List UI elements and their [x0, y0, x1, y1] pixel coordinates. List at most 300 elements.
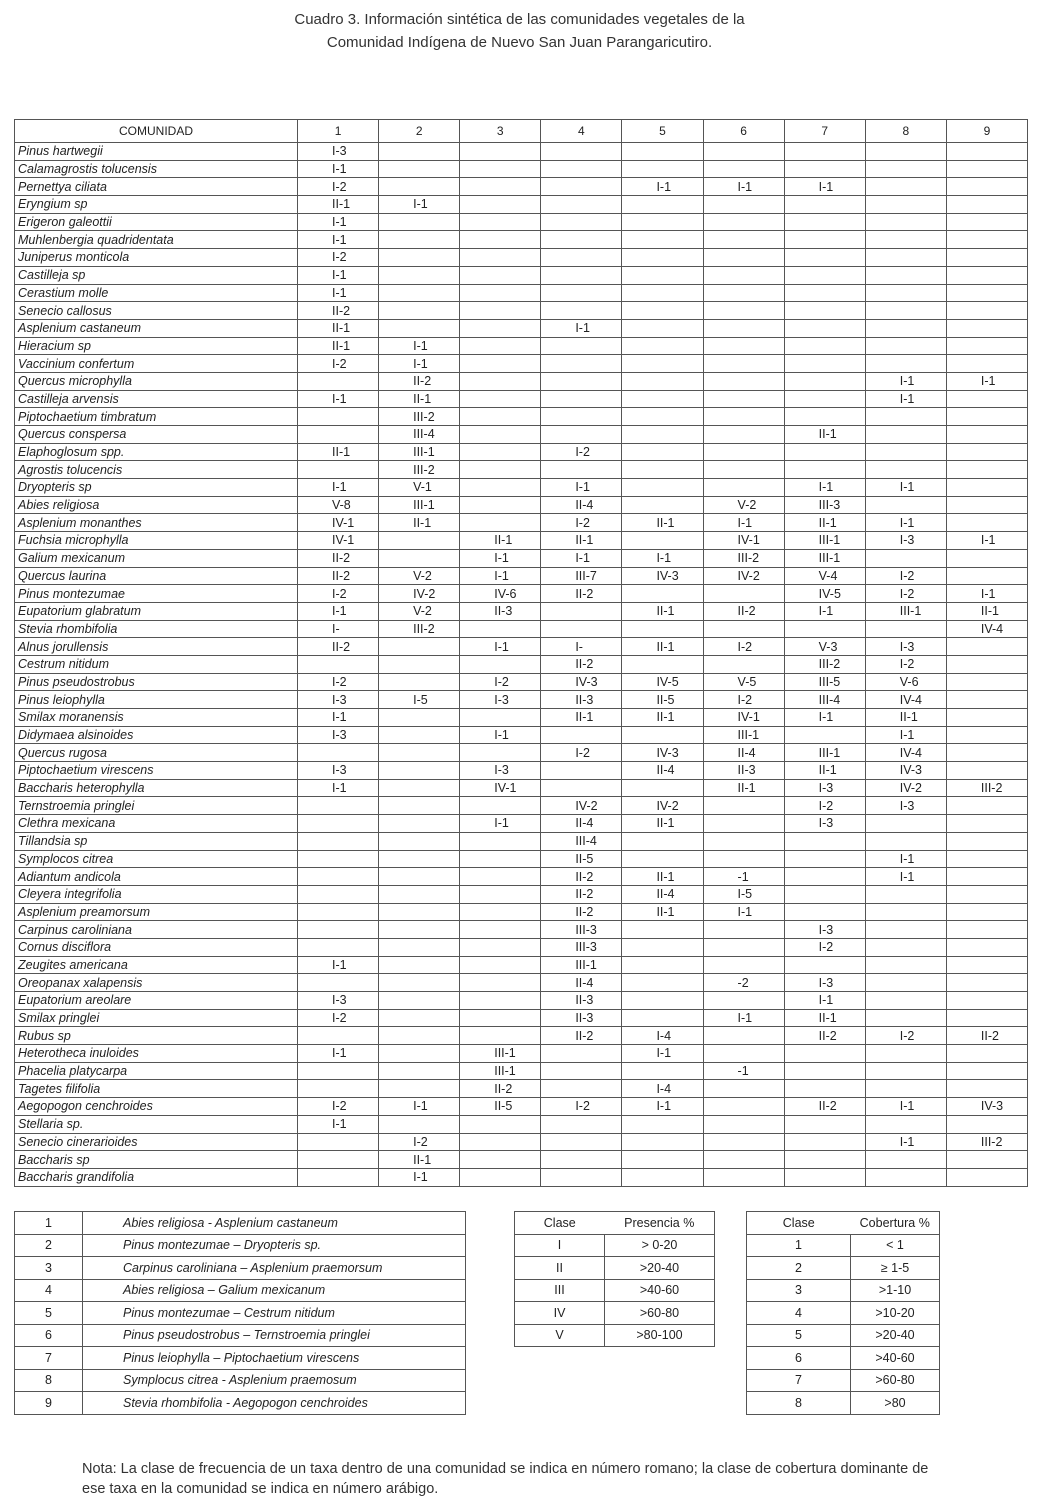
- class-value-cell: II-2: [298, 549, 379, 567]
- species-name-cell: Fuchsia microphylla: [15, 532, 298, 550]
- class-value-cell: V-1: [379, 479, 460, 497]
- species-name-cell: Adiantum andicola: [15, 868, 298, 886]
- class-value-cell: III-2: [379, 620, 460, 638]
- species-name-cell: Zeugites americana: [15, 956, 298, 974]
- class-value-cell: III-2: [946, 779, 1027, 797]
- class-value-cell: [298, 974, 379, 992]
- class-value-cell: [784, 319, 865, 337]
- class-value-cell: [865, 1009, 946, 1027]
- class-value-cell: I-1: [298, 231, 379, 249]
- class-value-cell: I-1: [298, 602, 379, 620]
- class-value-cell: [946, 549, 1027, 567]
- species-name-cell: Quercus laurina: [15, 567, 298, 585]
- class-value-cell: [379, 1027, 460, 1045]
- class-value-cell: [946, 567, 1027, 585]
- class-value-cell: [379, 143, 460, 161]
- class-value-cell: I-3: [784, 779, 865, 797]
- class-value-cell: [622, 1168, 703, 1186]
- table-row: [15, 567, 1028, 585]
- class-value-cell: [622, 974, 703, 992]
- class-value-cell: [460, 284, 541, 302]
- class-value-cell: II-1: [298, 443, 379, 461]
- class-value-cell: I-3: [865, 532, 946, 550]
- class-value-cell: [946, 832, 1027, 850]
- class-value-cell: [622, 426, 703, 444]
- class-value-cell: II-3: [541, 992, 622, 1010]
- class-value-cell: [865, 956, 946, 974]
- presence-class: III: [515, 1279, 605, 1302]
- class-value-cell: [784, 143, 865, 161]
- class-value-cell: [379, 178, 460, 196]
- class-value-cell: [460, 266, 541, 284]
- class-value-cell: I-1: [298, 1115, 379, 1133]
- class-value-cell: [703, 956, 784, 974]
- class-value-cell: [703, 196, 784, 214]
- class-value-cell: [622, 337, 703, 355]
- class-value-cell: [946, 461, 1027, 479]
- class-value-cell: [541, 762, 622, 780]
- species-name-cell: Cestrum nitidum: [15, 655, 298, 673]
- table-row: [15, 1062, 1028, 1080]
- class-value-cell: [460, 1115, 541, 1133]
- class-value-cell: I-1: [703, 1009, 784, 1027]
- class-value-cell: II-1: [379, 1151, 460, 1169]
- class-value-cell: [622, 143, 703, 161]
- class-value-cell: [622, 1009, 703, 1027]
- class-value-cell: II-1: [541, 532, 622, 550]
- class-value-cell: [541, 461, 622, 479]
- class-value-cell: I-1: [865, 514, 946, 532]
- class-value-cell: IV-3: [946, 1098, 1027, 1116]
- class-value-cell: III-1: [865, 602, 946, 620]
- class-value-cell: [460, 709, 541, 727]
- legend-number: 1: [15, 1212, 83, 1235]
- class-value-cell: [622, 921, 703, 939]
- table-row: [15, 762, 1028, 780]
- class-value-cell: [622, 249, 703, 267]
- class-value-cell: IV-3: [622, 567, 703, 585]
- class-value-cell: [865, 992, 946, 1010]
- class-value-cell: [622, 196, 703, 214]
- class-value-cell: II-2: [298, 567, 379, 585]
- class-value-cell: [946, 709, 1027, 727]
- class-value-cell: [541, 602, 622, 620]
- coverage-class: 4: [747, 1302, 851, 1325]
- legend-number: 7: [15, 1347, 83, 1370]
- coverage-header-clase: Clase: [747, 1212, 851, 1235]
- table-row: [15, 249, 1028, 267]
- class-value-cell: I-1: [460, 815, 541, 833]
- class-value-cell: V-2: [703, 496, 784, 514]
- class-value-cell: IV-2: [865, 779, 946, 797]
- table-row: [15, 638, 1028, 656]
- class-value-cell: I-2: [460, 673, 541, 691]
- class-value-cell: [946, 1168, 1027, 1186]
- class-value-cell: [946, 213, 1027, 231]
- class-value-cell: [703, 938, 784, 956]
- coverage-header-row: [747, 1212, 940, 1235]
- table-row: [15, 709, 1028, 727]
- class-value-cell: [460, 921, 541, 939]
- presence-header-percent: Presencia %: [605, 1212, 715, 1235]
- class-value-cell: [946, 319, 1027, 337]
- class-value-cell: I-1: [298, 709, 379, 727]
- class-value-cell: I-3: [298, 762, 379, 780]
- class-value-cell: [460, 479, 541, 497]
- class-value-cell: [460, 1009, 541, 1027]
- class-value-cell: I-1: [865, 868, 946, 886]
- legend-number: 3: [15, 1257, 83, 1280]
- class-value-cell: [946, 1062, 1027, 1080]
- coverage-row: [747, 1324, 940, 1347]
- class-value-cell: [541, 620, 622, 638]
- class-value-cell: [703, 443, 784, 461]
- class-value-cell: III-2: [784, 655, 865, 673]
- class-value-cell: [784, 249, 865, 267]
- class-value-cell: [460, 620, 541, 638]
- class-value-cell: [298, 921, 379, 939]
- species-name-cell: Tillandsia sp: [15, 832, 298, 850]
- class-value-cell: [379, 956, 460, 974]
- presence-class-table: [514, 1211, 715, 1347]
- class-value-cell: I-3: [865, 797, 946, 815]
- class-value-cell: [622, 302, 703, 320]
- species-name-cell: Abies religiosa: [15, 496, 298, 514]
- class-value-cell: [460, 196, 541, 214]
- class-value-cell: [541, 1133, 622, 1151]
- class-value-cell: [541, 302, 622, 320]
- class-value-cell: II-4: [703, 744, 784, 762]
- table-row: [15, 355, 1028, 373]
- class-value-cell: III-1: [784, 744, 865, 762]
- class-value-cell: [784, 266, 865, 284]
- class-value-cell: [703, 461, 784, 479]
- class-value-cell: [379, 974, 460, 992]
- species-name-cell: Smilax moranensis: [15, 709, 298, 727]
- class-value-cell: [703, 655, 784, 673]
- presence-class: II: [515, 1257, 605, 1280]
- class-value-cell: [541, 390, 622, 408]
- class-value-cell: I-1: [622, 1045, 703, 1063]
- presence-percent: >40-60: [605, 1279, 715, 1302]
- table-row: [15, 585, 1028, 603]
- table-row: [15, 266, 1028, 284]
- class-value-cell: IV-4: [865, 744, 946, 762]
- coverage-row: [747, 1257, 940, 1280]
- class-value-cell: [460, 885, 541, 903]
- legend-community-name: Symplocus citrea - Asplenium praemosum: [83, 1369, 466, 1392]
- class-value-cell: [622, 779, 703, 797]
- class-value-cell: I-1: [379, 1098, 460, 1116]
- class-value-cell: [622, 461, 703, 479]
- class-value-cell: [379, 231, 460, 249]
- column-header-community-5: 5: [622, 120, 703, 143]
- class-value-cell: [379, 938, 460, 956]
- species-name-cell: Vaccinium confertum: [15, 355, 298, 373]
- class-value-cell: [784, 302, 865, 320]
- class-value-cell: [460, 974, 541, 992]
- class-value-cell: [946, 762, 1027, 780]
- table-row: [15, 938, 1028, 956]
- class-value-cell: [703, 850, 784, 868]
- presence-header-clase: Clase: [515, 1212, 605, 1235]
- class-value-cell: [298, 903, 379, 921]
- coverage-class: 1: [747, 1234, 851, 1257]
- species-name-cell: Aegopogon cenchroides: [15, 1098, 298, 1116]
- species-name-cell: Quercus microphylla: [15, 372, 298, 390]
- class-value-cell: [946, 815, 1027, 833]
- class-value-cell: IV-1: [298, 532, 379, 550]
- table-row: [15, 1027, 1028, 1045]
- class-value-cell: III-1: [784, 549, 865, 567]
- table-row: [15, 779, 1028, 797]
- class-value-cell: [379, 797, 460, 815]
- table-row: [15, 850, 1028, 868]
- class-value-cell: I-1: [784, 992, 865, 1010]
- presence-row: [515, 1257, 715, 1280]
- presence-header-row: [515, 1212, 715, 1235]
- table-row: [15, 549, 1028, 567]
- class-value-cell: [298, 815, 379, 833]
- species-name-cell: Rubus sp: [15, 1027, 298, 1045]
- coverage-class: 7: [747, 1369, 851, 1392]
- class-value-cell: [946, 868, 1027, 886]
- species-name-cell: Didymaea alsinoides: [15, 726, 298, 744]
- class-value-cell: [703, 372, 784, 390]
- class-value-cell: IV-3: [622, 744, 703, 762]
- table-row: [15, 974, 1028, 992]
- class-value-cell: [703, 390, 784, 408]
- class-value-cell: [379, 266, 460, 284]
- class-value-cell: I-1: [379, 196, 460, 214]
- presence-percent: >60-80: [605, 1302, 715, 1325]
- class-value-cell: [865, 1168, 946, 1186]
- class-value-cell: [865, 832, 946, 850]
- table-row: [15, 868, 1028, 886]
- species-name-cell: Phacelia platycarpa: [15, 1062, 298, 1080]
- class-value-cell: [298, 868, 379, 886]
- coverage-percent: >80: [851, 1392, 940, 1415]
- class-value-cell: I-1: [703, 178, 784, 196]
- class-value-cell: I-3: [460, 762, 541, 780]
- coverage-class: 2: [747, 1257, 851, 1280]
- table-row: [15, 1115, 1028, 1133]
- class-value-cell: [865, 1080, 946, 1098]
- class-value-cell: [622, 408, 703, 426]
- class-value-cell: [865, 1062, 946, 1080]
- class-value-cell: [703, 249, 784, 267]
- class-value-cell: [460, 231, 541, 249]
- class-value-cell: I-4: [622, 1027, 703, 1045]
- class-value-cell: [460, 461, 541, 479]
- class-value-cell: I-2: [784, 938, 865, 956]
- class-value-cell: III-1: [379, 496, 460, 514]
- class-value-cell: [622, 319, 703, 337]
- class-value-cell: III-4: [379, 426, 460, 444]
- class-value-cell: I-1: [379, 337, 460, 355]
- table-row: [15, 956, 1028, 974]
- class-value-cell: [541, 355, 622, 373]
- legend-community-name: Carpinus caroliniana – Asplenium praemorsum: [83, 1257, 466, 1280]
- class-value-cell: [460, 1151, 541, 1169]
- species-name-cell: Ternstroemia pringlei: [15, 797, 298, 815]
- class-value-cell: [784, 284, 865, 302]
- class-value-cell: [460, 160, 541, 178]
- legend-community-name: Abies religiosa - Asplenium castaneum: [83, 1212, 466, 1235]
- legend-number: 4: [15, 1279, 83, 1302]
- table-row: [15, 744, 1028, 762]
- class-value-cell: [541, 337, 622, 355]
- class-value-cell: III-4: [784, 691, 865, 709]
- class-value-cell: [703, 1133, 784, 1151]
- class-value-cell: [946, 196, 1027, 214]
- class-value-cell: IV-4: [865, 691, 946, 709]
- species-name-cell: Piptochaetium virescens: [15, 762, 298, 780]
- class-value-cell: I-2: [865, 585, 946, 603]
- class-value-cell: [622, 938, 703, 956]
- species-name-cell: Eupatorium areolare: [15, 992, 298, 1010]
- class-value-cell: I-3: [298, 143, 379, 161]
- class-value-cell: III-3: [541, 938, 622, 956]
- class-value-cell: [946, 885, 1027, 903]
- class-value-cell: [946, 691, 1027, 709]
- species-name-cell: Dryopteris sp: [15, 479, 298, 497]
- class-value-cell: II-1: [622, 638, 703, 656]
- class-value-cell: [460, 426, 541, 444]
- class-value-cell: I-2: [703, 638, 784, 656]
- species-name-cell: Baccharis heterophylla: [15, 779, 298, 797]
- class-value-cell: I-3: [298, 726, 379, 744]
- species-name-cell: Piptochaetium timbratum: [15, 408, 298, 426]
- class-value-cell: II-2: [784, 1098, 865, 1116]
- community-legend-table: [14, 1211, 466, 1415]
- table-row: [15, 196, 1028, 214]
- column-header-community-4: 4: [541, 120, 622, 143]
- class-value-cell: [622, 956, 703, 974]
- class-value-cell: [460, 514, 541, 532]
- class-value-cell: II-2: [784, 1027, 865, 1045]
- coverage-percent: ≥ 1-5: [851, 1257, 940, 1280]
- class-value-cell: [784, 372, 865, 390]
- class-value-cell: II-1: [298, 196, 379, 214]
- presence-percent: >20-40: [605, 1257, 715, 1280]
- class-value-cell: V-2: [379, 602, 460, 620]
- class-value-cell: I-2: [298, 673, 379, 691]
- class-value-cell: [298, 832, 379, 850]
- class-value-cell: [541, 196, 622, 214]
- class-value-cell: II-2: [298, 638, 379, 656]
- class-value-cell: [622, 726, 703, 744]
- class-value-cell: [622, 479, 703, 497]
- class-value-cell: IV-6: [460, 585, 541, 603]
- column-header-comunidad: COMUNIDAD: [15, 120, 298, 143]
- class-value-cell: [379, 249, 460, 267]
- class-value-cell: [784, 408, 865, 426]
- class-value-cell: [865, 337, 946, 355]
- class-value-cell: [946, 160, 1027, 178]
- class-value-cell: [946, 992, 1027, 1010]
- class-value-cell: I-1: [298, 956, 379, 974]
- table-row: [15, 390, 1028, 408]
- class-value-cell: [865, 355, 946, 373]
- class-value-cell: II-4: [622, 885, 703, 903]
- class-value-cell: I-3: [784, 921, 865, 939]
- class-value-cell: [703, 231, 784, 249]
- table-row: [15, 426, 1028, 444]
- species-name-cell: Tagetes filifolia: [15, 1080, 298, 1098]
- species-name-cell: Senecio cinerarioides: [15, 1133, 298, 1151]
- class-value-cell: [622, 231, 703, 249]
- class-value-cell: [298, 1168, 379, 1186]
- class-value-cell: [703, 160, 784, 178]
- class-value-cell: [946, 426, 1027, 444]
- legend-number: 9: [15, 1392, 83, 1415]
- class-value-cell: [865, 160, 946, 178]
- class-value-cell: [541, 1115, 622, 1133]
- class-value-cell: [946, 337, 1027, 355]
- legend-row: [15, 1279, 466, 1302]
- legend-row: [15, 1234, 466, 1257]
- class-value-cell: I-1: [946, 532, 1027, 550]
- class-value-cell: [784, 443, 865, 461]
- class-value-cell: [460, 744, 541, 762]
- class-value-cell: I-2: [379, 1133, 460, 1151]
- class-value-cell: I-: [298, 620, 379, 638]
- class-value-cell: [784, 213, 865, 231]
- species-name-cell: Cerastium molle: [15, 284, 298, 302]
- table-header-row: [15, 120, 1028, 143]
- table-row: [15, 302, 1028, 320]
- class-value-cell: [946, 1080, 1027, 1098]
- class-value-cell: [703, 797, 784, 815]
- class-value-cell: [622, 992, 703, 1010]
- class-value-cell: [460, 408, 541, 426]
- class-value-cell: [865, 319, 946, 337]
- species-name-cell: Juniperus monticola: [15, 249, 298, 267]
- class-value-cell: I-1: [298, 160, 379, 178]
- class-value-cell: [865, 620, 946, 638]
- class-value-cell: [865, 1115, 946, 1133]
- coverage-percent: >10-20: [851, 1302, 940, 1325]
- class-value-cell: [379, 1009, 460, 1027]
- class-value-cell: [460, 992, 541, 1010]
- table-row: [15, 337, 1028, 355]
- class-value-cell: I-4: [622, 1080, 703, 1098]
- class-value-cell: [541, 160, 622, 178]
- class-value-cell: [784, 903, 865, 921]
- class-value-cell: [784, 850, 865, 868]
- table-row: [15, 160, 1028, 178]
- class-value-cell: [622, 585, 703, 603]
- class-value-cell: [622, 1151, 703, 1169]
- class-value-cell: [865, 974, 946, 992]
- class-value-cell: [865, 213, 946, 231]
- class-value-cell: I-2: [298, 249, 379, 267]
- class-value-cell: [379, 1115, 460, 1133]
- class-value-cell: [379, 850, 460, 868]
- class-value-cell: [865, 266, 946, 284]
- species-name-cell: Quercus rugosa: [15, 744, 298, 762]
- class-value-cell: I-1: [460, 549, 541, 567]
- class-value-cell: [703, 143, 784, 161]
- class-value-cell: [379, 1045, 460, 1063]
- presence-percent: > 0-20: [605, 1234, 715, 1257]
- class-value-cell: III-7: [541, 567, 622, 585]
- class-value-cell: [784, 337, 865, 355]
- class-value-cell: [460, 372, 541, 390]
- class-value-cell: [946, 1115, 1027, 1133]
- class-value-cell: [298, 372, 379, 390]
